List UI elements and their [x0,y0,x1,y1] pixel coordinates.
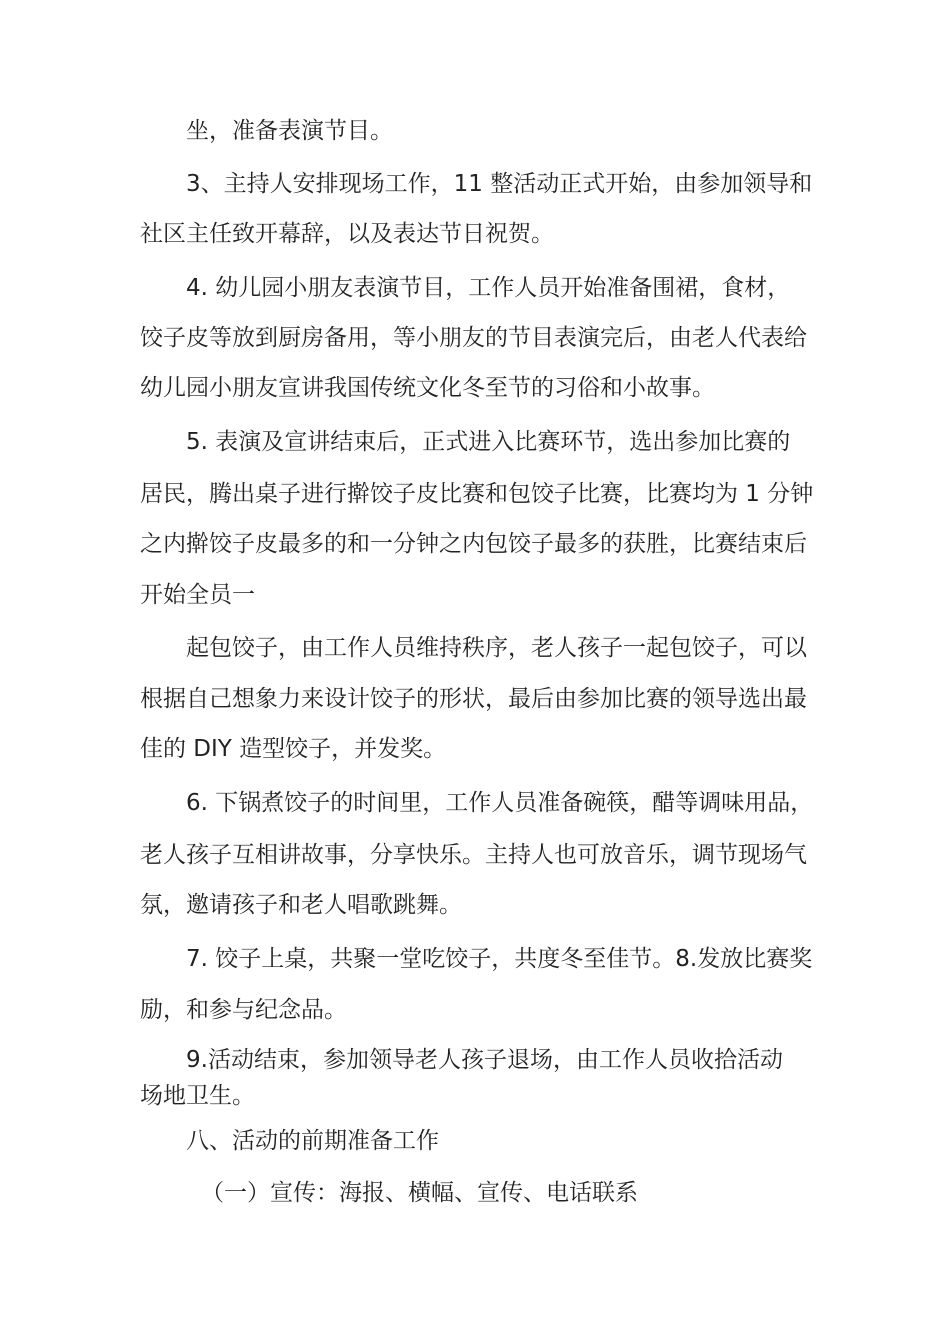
text-line: 开始全员一 [140,582,255,608]
text-line: 幼儿园小朋友宣讲我国传统文化冬至节的习俗和小故事。 [140,375,715,401]
text-line: 场地卫生。 [140,1083,255,1109]
text-line: 佳的 DIY 造型饺子，并发奖。 [140,736,447,762]
text-line: 之内擀饺子皮最多的和一分钟之内包饺子最多的获胜，比赛结束后 [140,531,807,557]
text-line: 6. 下锅煮饺子的时间里，工作人员准备碗筷，醋等调味用品， [186,790,814,816]
text-line: 5. 表演及宣讲结束后，正式进入比赛环节，选出参加比赛的 [186,429,791,455]
text-line: 坐，准备表演节目。 [186,118,393,144]
text-line: 4. 幼儿园小朋友表演节目，工作人员开始准备围裙，食材， [186,275,791,301]
section-heading: 八、活动的前期准备工作 [186,1128,439,1154]
text-line: 老人孩子互相讲故事，分享快乐。主持人也可放音乐，调节现场气 [140,842,807,868]
text-line: 居民，腾出桌子进行擀饺子皮比赛和包饺子比赛，比赛均为 1 分钟 [140,481,814,507]
text-line: 7. 饺子上桌，共聚一堂吃饺子，共度冬至佳节。8.发放比赛奖 [186,946,813,972]
text-line: 根据自己想象力来设计饺子的形状，最后由参加比赛的领导选出最 [140,686,807,712]
text-line: 9.活动结束，参加领导老人孩子退场，由工作人员收拾活动 [186,1047,783,1073]
subsection-heading: （一）宣传：海报、横幅、宣传、电话联系 [201,1180,638,1206]
text-line: 氛，邀请孩子和老人唱歌跳舞。 [140,892,462,918]
text-line: 3、主持人安排现场工作，11 整活动正式开始，由参加领导和 [186,171,813,197]
text-line: 社区主任致开幕辞，以及表达节日祝贺。 [140,221,554,247]
text-line: 饺子皮等放到厨房备用，等小朋友的节目表演完后，由老人代表给 [140,325,807,351]
text-line: 起包饺子，由工作人员维持秩序，老人孩子一起包饺子，可以 [186,635,807,661]
text-line: 励，和参与纪念品。 [140,997,347,1023]
